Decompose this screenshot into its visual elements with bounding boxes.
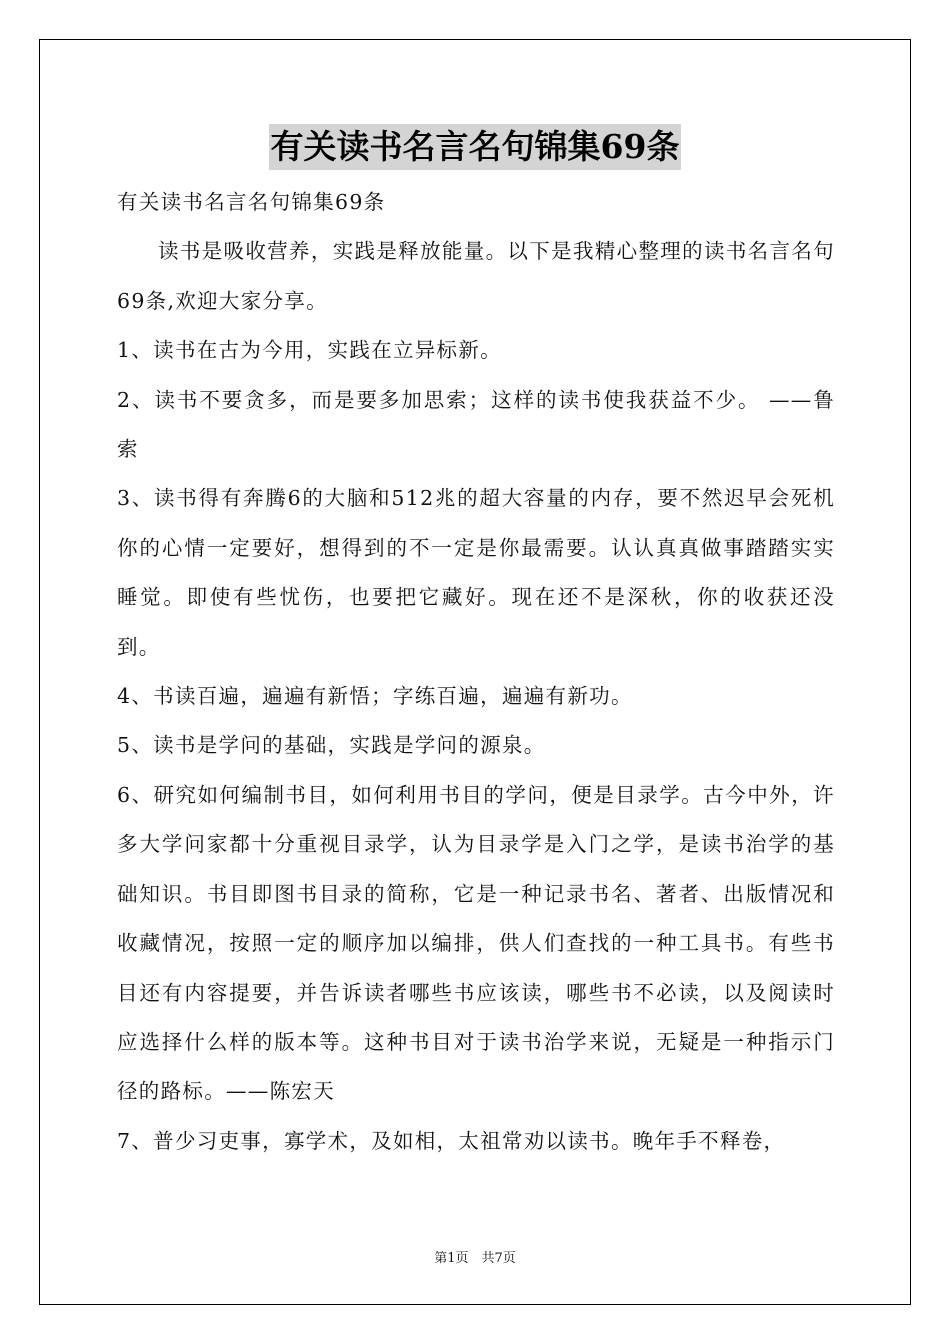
page-footer: 第1页 共7页 [434,1251,516,1266]
quote-item-3: 3、读书得有奔腾6的大脑和512兆的超大容量的内存，要不然迟早会死机你的心情一定要好，想得到的不一定是你最需要。认认真真做事踏踏实实睡觉。即使有些忧伤，也要把它藏好。现在还不是深秋，你的收获还没到。 [117,486,835,659]
document-subtitle: 有关读书名言名句锦集69条 [117,190,386,214]
document-title: 有关读书名言名句锦集69条 [269,124,682,170]
quote-item-1: 1、读书在古为今用，实践在立异标新。 [117,338,502,363]
quote-item-7: 7、普少习吏事，寡学术，及如相，太祖常劝以读书。晚年手不释卷， [117,1128,786,1153]
title-wrap [0,124,950,170]
intro-paragraph: 读书是吸收营养，实践是释放能量。以下是我精心整理的读书名言名句69条,欢迎大家分享。 [117,239,835,313]
quote-item-4: 4、书读百遍，遍遍有新悟；字练百遍，遍遍有新功。 [117,684,633,709]
quote-item-2: 2、读书不要贪多，而是要多加思索；这样的读书使我获益不少。 ——鲁索 [117,387,835,462]
quote-item-6: 6、研究如何编制书目，如何利用书目的学问，便是目录学。古今中外，许多大学问家都十分重视目录学，认为目录学是入门之学，是读书治学的基础知识。书目即图书目录的简称，它是一种记录书名、著者、出版情况和收藏情况，按照一定的顺序加以编排，供人们查找的一种工具书。有些书目还有内容提要，并告诉读者哪些书应该读，哪些书不必读，以及阅读时应选择什么样的版本等。这种书目对于读书治学来说，无疑是一种指示门径的路标。——陈宏天 [117,782,835,1104]
document-body [117,178,835,1166]
quote-item-5: 5、读书是学问的基础，实践是学问的源泉。 [117,733,546,758]
